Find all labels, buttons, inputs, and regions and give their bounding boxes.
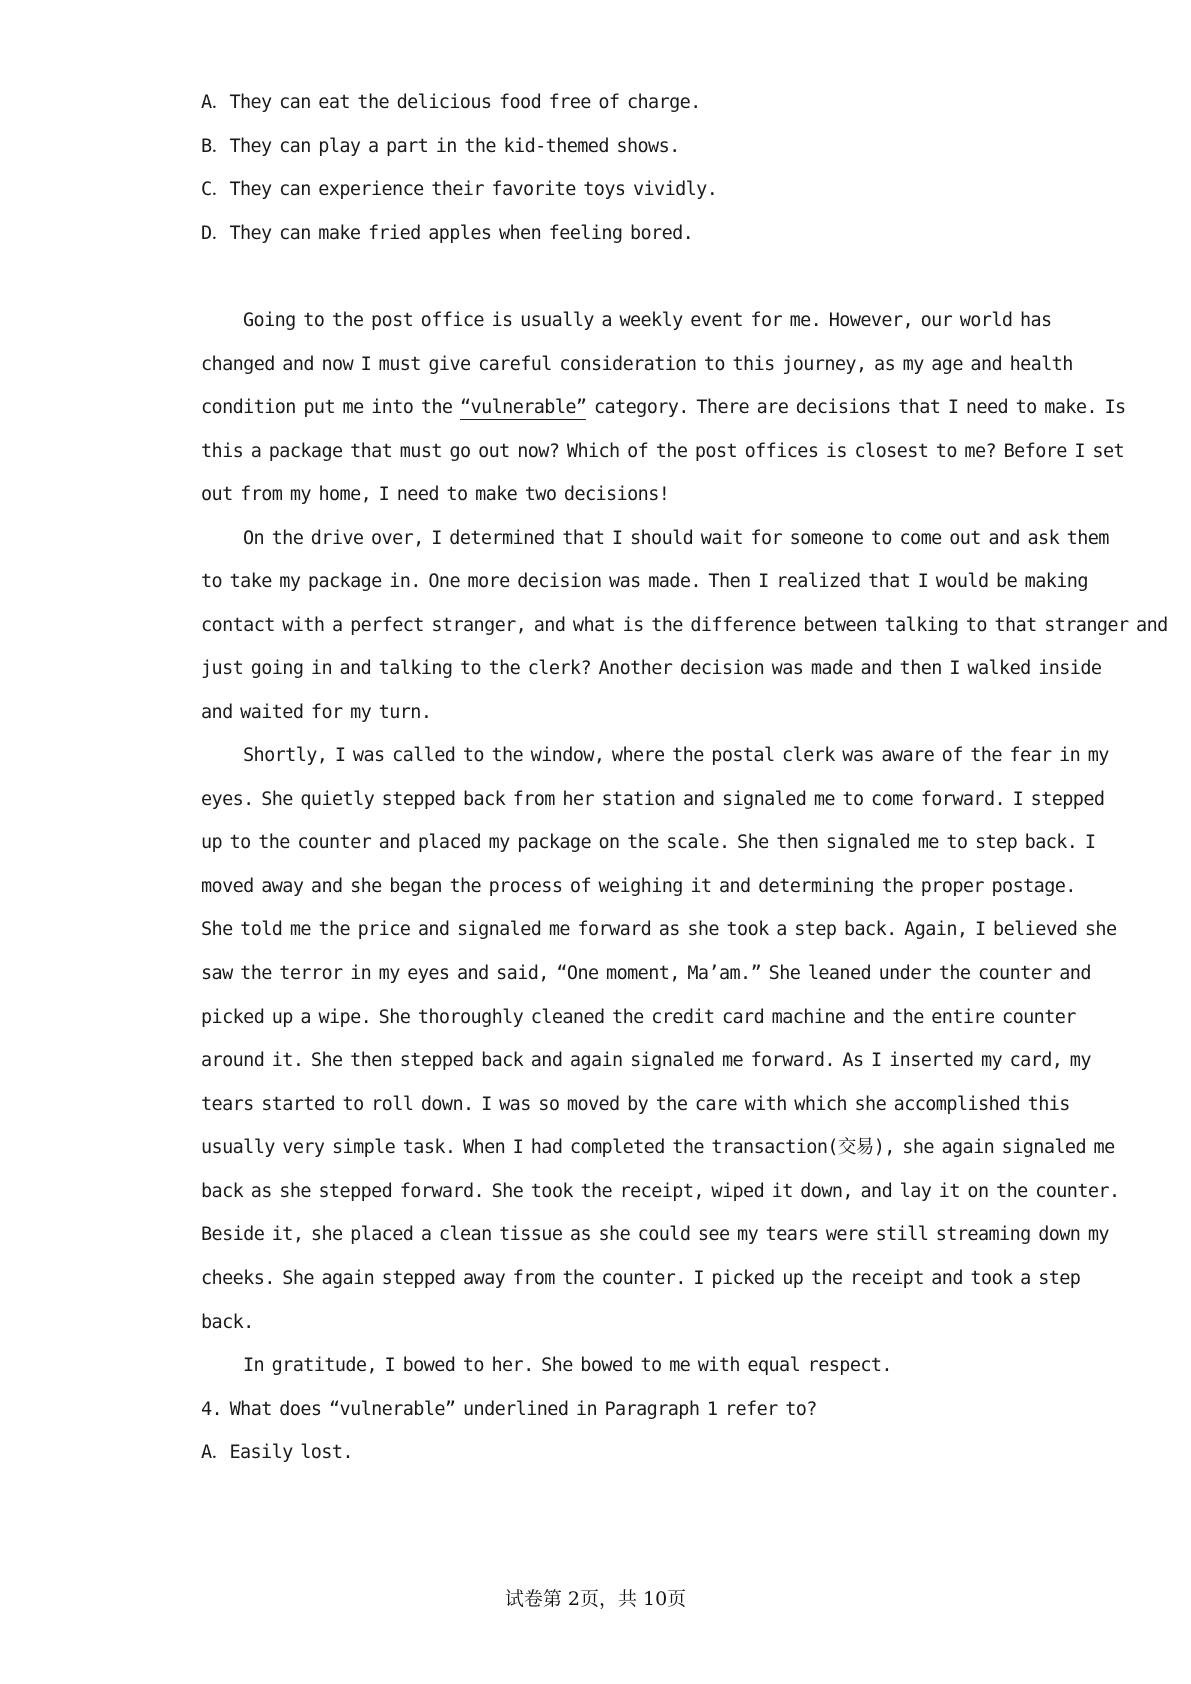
option-b: B．They can play a part in the kid-themed shows. (201, 136, 680, 157)
passage-line: saw the terror in my eyes and said, “One moment, Ma’am.” She leaned under the counter and (201, 963, 1091, 984)
passage-line: this a package that must go out now? Which of the post offices is closest to me? Before I set (201, 441, 1125, 462)
passage-line: and waited for my turn. (201, 702, 432, 723)
passage-line: to take my package in. One more decision was made. Then I realized that I would be making (201, 571, 1088, 592)
passage-line: around it. She then stepped back and again signaled me forward. As I inserted my card, my (201, 1050, 1091, 1071)
option-d: D．They can make fried apples when feeling bored. (201, 223, 694, 244)
passage-line: out from my home, I need to make two decisions! (201, 484, 670, 505)
passage-line: In gratitude, I bowed to her. She bowed to me with equal respect. (243, 1355, 892, 1376)
option-a: A．They can eat the delicious food free of charge. (201, 92, 701, 113)
passage-line: back as she stepped forward. She took the receipt, wiped it down, and lay it on the counter. (201, 1181, 1120, 1202)
passage-line: up to the counter and placed my package on the scale. She then signaled me to step back. I (201, 832, 1096, 853)
page-footer: 试卷第 2页，共 10页 (504, 1588, 687, 1610)
passage-line: just going in and talking to the clerk? Another decision was made and then I walked inside (201, 658, 1102, 679)
passage-line: contact with a perfect stranger, and what is the difference between talking to that stranger and (201, 615, 1168, 636)
passage-line: On the drive over, I determined that I should wait for someone to come out and ask them (243, 528, 1109, 549)
question-option-a: A．Easily lost. (201, 1442, 353, 1463)
underlined-word: “vulnerable” (460, 397, 587, 418)
passage-line: moved away and she began the process of weighing it and determining the proper postage. (201, 876, 1076, 897)
passage-line: back. (201, 1312, 254, 1333)
option-c: C．They can experience their favorite toys vividly. (201, 179, 718, 200)
passage-line: changed and now I must give careful consideration to this journey, as my age and health (201, 354, 1073, 375)
passage-line: Shortly, I was called to the window, where the postal clerk was aware of the fear in my (243, 745, 1109, 766)
passage-line: She told me the price and signaled me forward as she took a step back. Again, I believed she (201, 919, 1117, 940)
question-stem: 4. What does “vulnerable” underlined in Paragraph 1 refer to? (201, 1399, 817, 1420)
passage-line: usually very simple task. When I had completed the transaction(交易), she again signaled me (201, 1137, 1115, 1158)
passage-line: eyes. She quietly stepped back from her station and signaled me to come forward. I stepped (201, 789, 1105, 810)
passage-line: Beside it, she placed a clean tissue as she could see my tears were still streaming down my (201, 1224, 1109, 1245)
passage-line: tears started to roll down. I was so moved by the care with which she accomplished this (201, 1094, 1070, 1115)
passage-text: condition put me into the (201, 397, 460, 418)
passage-line (201, 396, 1126, 420)
passage-line: cheeks. She again stepped away from the counter. I picked up the receipt and took a step (201, 1268, 1081, 1289)
passage-line: picked up a wipe. She thoroughly cleaned the credit card machine and the entire counter (201, 1007, 1076, 1028)
passage-text: category. There are decisions that I need to make. Is (586, 397, 1126, 418)
passage-line: Going to the post office is usually a weekly event for me. However, our world has (243, 310, 1052, 331)
